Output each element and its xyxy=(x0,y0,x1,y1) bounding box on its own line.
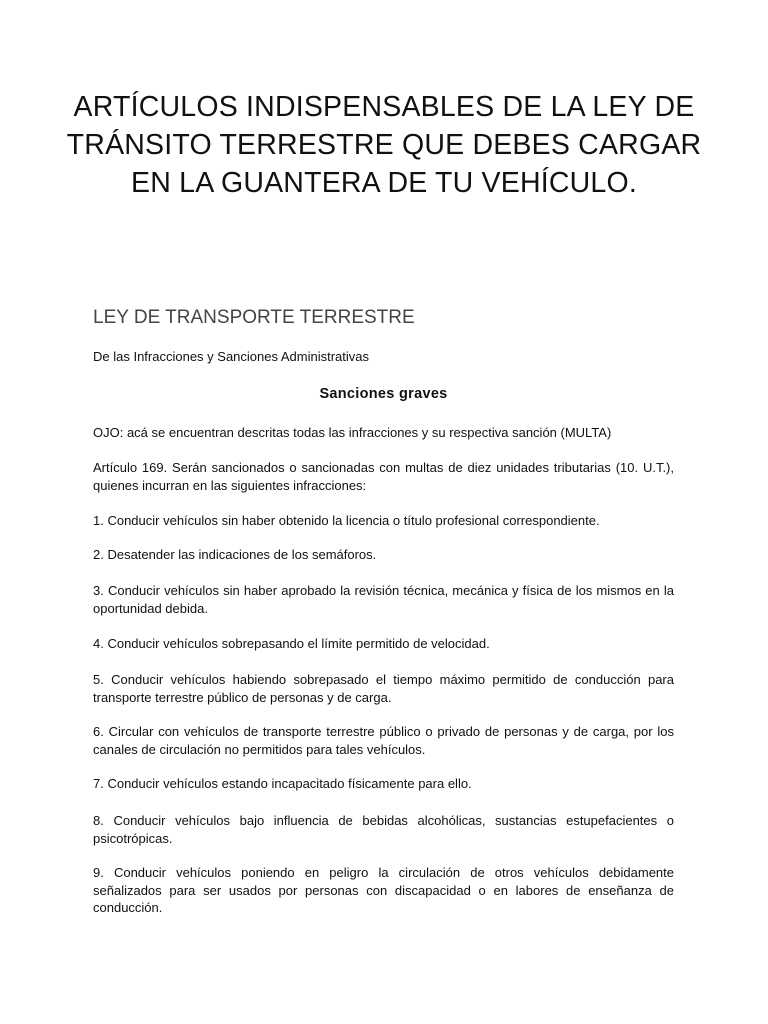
infraction-item-4: 4. Conducir vehículos sobrepasando el límite permitido de velocidad. xyxy=(93,636,490,651)
section-subtitle: De las Infracciones y Sanciones Administrativas xyxy=(93,349,370,364)
section-heading: Sanciones graves xyxy=(319,386,448,402)
law-heading: LEY DE TRANSPORTE TERRESTRE xyxy=(93,307,415,328)
note-paragraph: OJO: acá se encuentran descritas todas las infracciones y su respectiva sanción (MULTA) xyxy=(93,425,612,440)
infraction-item-3: 3. Conducir vehículos sin haber aprobado la revisión técnica, mecánica y física de los mismos en la oportunidad debida. xyxy=(93,583,674,616)
infraction-item-6: 6. Circular con vehículos de transporte terrestre público o privado de personas y de carga, por los canales de circulación no permitidos para tales vehículos. xyxy=(93,724,674,757)
infraction-item-5: 5. Conducir vehículos habiendo sobrepasado el tiempo máximo permitido de conducción para transporte terrestre público de personas y de carga. xyxy=(93,672,674,705)
infraction-item-1: 1. Conducir vehículos sin haber obtenido la licencia o título profesional correspondiente. xyxy=(93,513,600,528)
document-title: ARTÍCULOS INDISPENSABLES DE LA LEY DE TRÁNSITO TERRESTRE QUE DEBES CARGAR EN LA GUANTERA DE TU VEHÍCULO. xyxy=(66,91,702,199)
infraction-item-8: 8. Conducir vehículos bajo influencia de bebidas alcohólicas, sustancias estupefacientes o psicotrópicas. xyxy=(93,813,674,846)
infraction-item-9: 9. Conducir vehículos poniendo en peligro la circulación de otros vehículos debidamente señalizados para ser usados por personas con discapacidad o en labores de enseñanza de conducción. xyxy=(93,865,674,915)
infraction-item-7: 7. Conducir vehículos estando incapacitado físicamente para ello. xyxy=(93,776,472,791)
article-paragraph: Artículo 169. Serán sancionados o sancionadas con multas de diez unidades tributarias (10. U.T.), quienes incurran en las siguientes infracciones: xyxy=(93,460,674,493)
infraction-item-2: 2. Desatender las indicaciones de los semáforos. xyxy=(93,547,377,562)
